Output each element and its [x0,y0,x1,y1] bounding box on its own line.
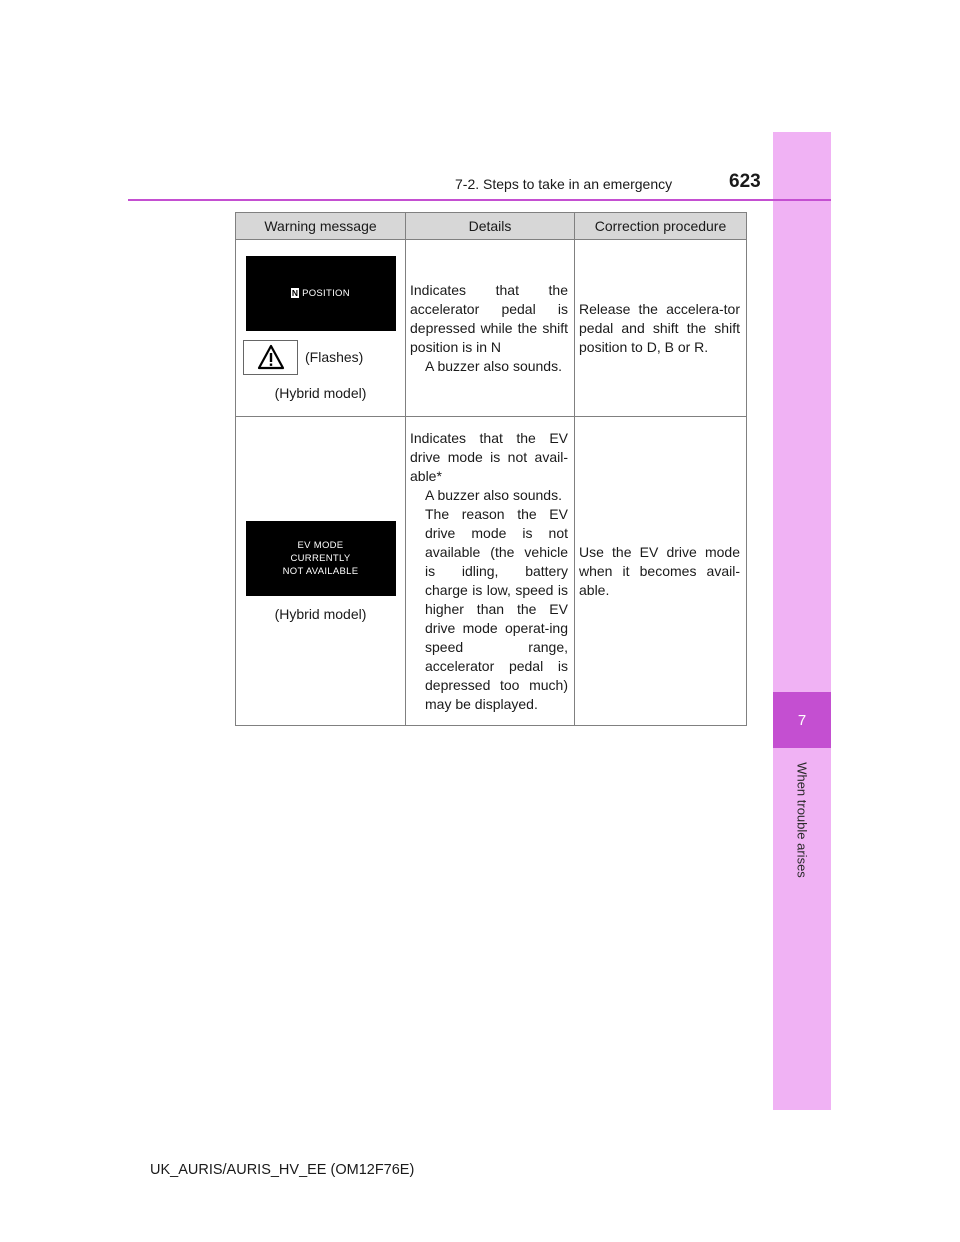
warning-triangle-icon [257,344,285,370]
model-note: (Hybrid model) [274,605,367,622]
n-badge: N [291,288,299,298]
details-cell [406,417,575,726]
correction-text: Release the accelera-tor pedal and shift the shift position to D, B or R. [579,300,740,355]
ev-display-line: NOT AVAILABLE [282,565,359,577]
details-cell [406,240,575,417]
ev-mode-display [246,521,396,596]
details-sub: The reason the EV drive mode is not available (the vehicle is idling, battery charge is low, speed is higher than the EV drive mode operat-ing speed range, accelerator pedal is depressed too much) may be displayed. [425,505,568,712]
ev-display-line: CURRENTLY [290,552,351,564]
header-divider [128,199,831,201]
flashes-note: (Flashes) [305,349,364,365]
column-header-correction: Correction procedure [575,213,747,240]
table-row [236,240,747,417]
manual-code: UK_AURIS/AURIS_HV_EE (OM12F76E) [150,1162,415,1178]
details-main: Indicates that the accelerator pedal is depressed while the shift position is in N [410,281,568,355]
warning-icon-row [243,340,405,375]
chapter-number-tab: 7 [773,692,831,748]
column-header-details: Details [406,213,575,240]
correction-text: Use the EV drive mode when it becomes avail-able. [579,543,740,598]
n-position-text: POSITION [302,287,350,299]
table-header-row [236,213,747,240]
ev-display-line: EV MODE [297,539,344,551]
correction-cell [575,240,747,417]
n-position-display [246,256,396,331]
page-number: 623 [729,171,761,192]
column-header-warning-message: Warning message [236,213,406,240]
warning-message-cell [236,417,406,726]
details-main: Indicates that the EV drive mode is not avail-able* [410,429,568,484]
warning-table [235,212,747,726]
warning-message-cell [236,240,406,417]
chapter-label: When trouble arises [794,762,810,878]
details-sub: A buzzer also sounds. [425,486,562,503]
side-tab [773,132,831,1110]
correction-cell [575,417,747,726]
table-row [236,417,747,726]
model-note: (Hybrid model) [274,384,367,401]
section-title: 7-2. Steps to take in an emergency [455,176,673,192]
master-warning-icon-box [243,340,298,375]
details-sub: A buzzer also sounds. [425,357,562,374]
